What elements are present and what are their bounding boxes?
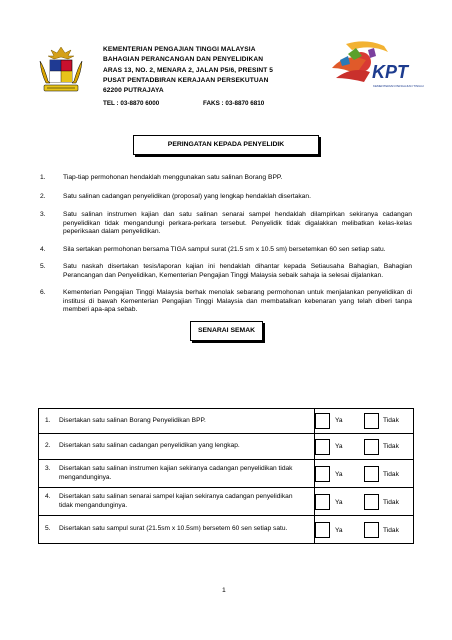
no-checkbox[interactable] [364,466,379,482]
yes-label: Ya [335,417,343,424]
yes-label: Ya [335,527,343,534]
question-text: Disertakan satu sampul surat (21.5sm x 10.5sm) bersetem 60 sen setiap satu. [59,525,288,533]
no-label: Tidak [383,527,399,534]
warning-title: PERINGATAN KEPADA PENYELIDIK [133,135,319,155]
list-item-text: Sila sertakan permohonan bersama TIGA sampul surat (21.5 sm x 10.5 sm) bersetemkan 60 sen setiap satu. [63,245,386,253]
no-checkbox[interactable] [364,494,379,510]
question-text: Disertakan satu salinan senarai sampel kajian sekiranya cadangan penyelidikan tidak mengandunginya. [59,493,293,509]
ministry-address-block [103,45,343,96]
answer-cell [315,516,414,544]
warning-list [40,174,412,315]
checklist-question [39,434,315,460]
table-row [39,434,414,460]
answer-cell [315,434,414,460]
table-row [39,488,414,516]
yes-checkbox[interactable] [315,494,330,510]
malaysia-coat-of-arms-icon [36,45,86,97]
address-line: PUSAT PENTADBIRAN KERAJAAN PERSEKUTUAN [103,76,269,84]
yes-checkbox[interactable] [315,522,330,538]
no-checkbox[interactable] [364,522,379,538]
no-label: Tidak [383,443,399,450]
list-item-number: 3. [40,211,46,218]
no-checkbox[interactable] [364,439,379,455]
table-row [39,460,414,488]
list-item-number: 1. [40,174,46,181]
list-item [40,174,412,183]
list-item-number: 6. [40,289,46,296]
address-line: BAHAGIAN PERANCANGAN DAN PENYELIDIKAN [103,56,264,64]
question-number: 2. [45,442,51,450]
list-item [40,263,412,280]
question-text: Disertakan satu salinan Borang Penyelidikan BPP. [59,416,206,424]
telephone-number: TEL : 03-8870 6000 [103,100,160,107]
address-line: 62200 PUTRAJAYA [103,87,164,95]
address-line: KEMENTERIAN PENGAJIAN TINGGI MALAYSIA [103,46,256,53]
table-row [39,516,414,544]
fax-number: FAKS : 03-8870 6810 [203,100,265,107]
no-label: Tidak [383,417,399,424]
list-item-number: 2. [40,192,46,200]
answer-cell [315,488,414,516]
answer-cell [315,460,414,488]
answer-cell [315,409,414,434]
table-row [39,409,414,434]
checklist-question [39,488,315,516]
list-item-text: Satu naskah disertakan tesis/laporan kajian ini hendaklah dihantar kepada Setiausaha Bahagian, Bahagian Perancangan dan Penyelidikan, Kementerian Pengajian Tinggi Malaysia sebaik sahaja ia selesai dijalankan. [63,263,412,279]
svg-text:KEMENTERIAN PENGAJIAN TINGGI: KEMENTERIAN PENGAJIAN TINGGI [373,84,424,88]
yes-label: Ya [335,471,343,478]
question-text: Disertakan satu salinan instrumen kajian sekiranya cadangan penyelidikan tidak mengandunginya. [59,465,293,481]
list-item-text: Kementerian Pengajian Tinggi Malaysia berhak menolak sebarang permohonan untuk menjalankan penyelidikan di institusi di bawah Kementerian Pengajian Tinggi Malaysia dan membatalkan kebenaran yang telah diberi tanpa memberi apa-apa sebab. [63,289,412,313]
no-checkbox[interactable] [364,413,379,429]
question-number: 5. [45,525,51,533]
question-number: 1. [45,416,51,424]
contact-line [103,100,265,107]
svg-text:KPT: KPT [372,62,408,82]
list-item-text: Satu salinan instrumen kajian dan satu salinan senarai sampel hendaklah dilampirkan sekiranya cadangan penyelidikan tidak mengandungi perkara-perkara tersebut. Penyelidik tidak digalakkan melibatkan kelas-kelas peperiksaan dalam penyelidikan. [63,211,412,235]
question-text: Disertakan satu salinan cadangan penyelidikan yang lengkap. [59,442,240,450]
kpt-logo-icon [326,38,424,96]
yes-label: Ya [335,499,343,506]
list-item [40,211,412,237]
address-line: ARAS 13, NO. 2, MENARA 2, JALAN P5/6, PRESINT 5 [103,66,274,74]
list-item-number: 5. [40,263,46,270]
checklist-question [39,516,315,544]
list-item-text: Satu salinan cadangan penyelidikan (proposal) yang lengkap hendaklah disertakan. [63,192,311,200]
yes-label: Ya [335,443,343,450]
yes-checkbox[interactable] [315,466,330,482]
list-item-text: Tiap-tiap permohonan hendaklah menggunakan satu salinan Borang BPP. [63,174,283,181]
list-item [40,289,412,315]
no-label: Tidak [383,471,399,478]
no-label: Tidak [383,499,399,506]
list-item [40,193,412,202]
yes-checkbox[interactable] [315,413,330,429]
checklist-question [39,409,315,434]
checklist-question [39,460,315,488]
list-item [40,246,412,255]
question-number: 4. [45,493,51,501]
yes-checkbox[interactable] [315,439,330,455]
list-item-number: 4. [40,245,46,253]
page-number: 1 [222,587,226,594]
checklist-title: SENARAI SEMAK [190,321,263,341]
checklist-table [38,408,414,544]
question-number: 3. [45,465,51,473]
